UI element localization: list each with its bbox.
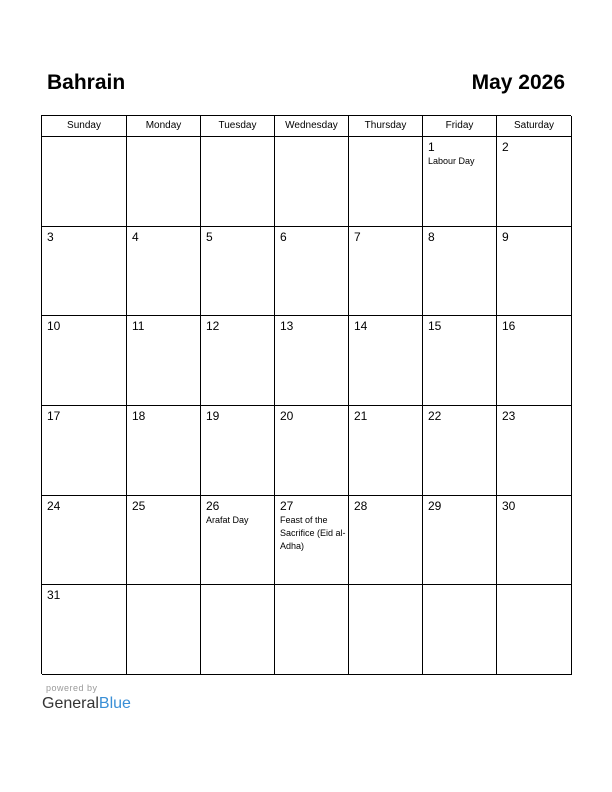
- day-number: 14: [354, 319, 368, 334]
- brand-blue-text: Blue: [98, 695, 131, 712]
- brand-general-text: General: [42, 695, 99, 712]
- day-cell-1[interactable]: [423, 137, 497, 227]
- day-number: 10: [47, 319, 61, 334]
- weekday-header-wednesday: Wednesday: [275, 116, 349, 137]
- day-number: 16: [502, 319, 516, 334]
- day-cell-3[interactable]: [42, 227, 127, 317]
- day-cell-15[interactable]: [423, 316, 497, 406]
- day-cell-18[interactable]: [127, 406, 201, 496]
- day-cell-23[interactable]: [497, 406, 572, 496]
- day-cell-13[interactable]: [275, 316, 349, 406]
- day-cell-12[interactable]: [201, 316, 275, 406]
- day-cell-11[interactable]: [127, 316, 201, 406]
- weekday-header-sunday: Sunday: [42, 116, 127, 137]
- empty-day-cell: [127, 137, 201, 227]
- holiday-label: Labour Day: [428, 156, 475, 166]
- day-number: 30: [502, 498, 516, 513]
- day-number: 2: [502, 140, 509, 154]
- day-number: 12: [206, 319, 220, 334]
- day-number: 4: [132, 229, 139, 244]
- empty-day-cell: [349, 585, 423, 675]
- day-number: 19: [206, 408, 220, 423]
- day-cell-14[interactable]: [349, 316, 423, 406]
- day-number: 3: [47, 229, 54, 244]
- day-cell-2[interactable]: [497, 137, 572, 227]
- day-cell-28[interactable]: [349, 496, 423, 586]
- day-number: 27: [280, 498, 294, 513]
- day-number: 7: [354, 229, 361, 244]
- day-cell-4[interactable]: [127, 227, 201, 317]
- day-number: 15: [428, 319, 442, 334]
- day-number: 24: [47, 498, 61, 513]
- day-cell-25[interactable]: [127, 496, 201, 586]
- country-title: Bahrain: [47, 71, 126, 94]
- day-number: 20: [280, 408, 294, 423]
- empty-day-cell: [275, 137, 349, 227]
- calendar-grid: [41, 115, 571, 674]
- day-cell-31[interactable]: [42, 585, 127, 675]
- month-year-title: May 2026: [471, 71, 565, 94]
- generalblue-logo[interactable]: [42, 694, 131, 714]
- day-number: 13: [280, 319, 294, 334]
- day-number: 8: [428, 229, 435, 244]
- day-cell-8[interactable]: [423, 227, 497, 317]
- day-cell-30[interactable]: [497, 496, 572, 586]
- day-number: 9: [502, 229, 509, 244]
- day-number: 5: [206, 229, 213, 244]
- day-cell-24[interactable]: [42, 496, 127, 586]
- day-cell-27[interactable]: [275, 496, 349, 586]
- day-number: 17: [47, 408, 61, 423]
- day-number: 23: [502, 408, 516, 423]
- weekday-header-tuesday: Tuesday: [201, 116, 275, 137]
- day-number: 28: [354, 498, 368, 513]
- day-cell-5[interactable]: [201, 227, 275, 317]
- empty-day-cell: [127, 585, 201, 675]
- day-cell-26[interactable]: [201, 496, 275, 586]
- day-cell-10[interactable]: [42, 316, 127, 406]
- day-cell-20[interactable]: [275, 406, 349, 496]
- day-number: 22: [428, 408, 442, 423]
- weekday-header-thursday: Thursday: [349, 116, 423, 137]
- empty-day-cell: [349, 137, 423, 227]
- day-cell-16[interactable]: [497, 316, 572, 406]
- day-cell-19[interactable]: [201, 406, 275, 496]
- day-cell-29[interactable]: [423, 496, 497, 586]
- holiday-label: Feast of the Sacrifice (Eid al-Adha): [280, 514, 346, 551]
- day-number: 26: [206, 498, 220, 513]
- day-number: 6: [280, 229, 287, 244]
- holiday-label: Arafat Day: [206, 514, 249, 525]
- day-cell-7[interactable]: [349, 227, 423, 317]
- day-cell-9[interactable]: [497, 227, 572, 317]
- day-number: 25: [132, 498, 146, 513]
- empty-day-cell: [497, 585, 572, 675]
- day-number: 31: [47, 588, 61, 603]
- powered-by-label: powered by: [46, 683, 98, 693]
- day-cell-21[interactable]: [349, 406, 423, 496]
- day-cell-22[interactable]: [423, 406, 497, 496]
- empty-day-cell: [275, 585, 349, 675]
- day-number: 18: [132, 408, 146, 423]
- day-number: 29: [428, 498, 442, 513]
- empty-day-cell: [42, 137, 127, 227]
- weekday-header-friday: Friday: [423, 116, 497, 137]
- weekday-header-saturday: Saturday: [497, 116, 572, 137]
- weekday-header-monday: Monday: [127, 116, 201, 137]
- day-number: 1: [428, 140, 435, 154]
- day-number: 21: [354, 408, 368, 423]
- day-number: 11: [132, 319, 145, 334]
- empty-day-cell: [423, 585, 497, 675]
- empty-day-cell: [201, 585, 275, 675]
- day-cell-6[interactable]: [275, 227, 349, 317]
- empty-day-cell: [201, 137, 275, 227]
- day-cell-17[interactable]: [42, 406, 127, 496]
